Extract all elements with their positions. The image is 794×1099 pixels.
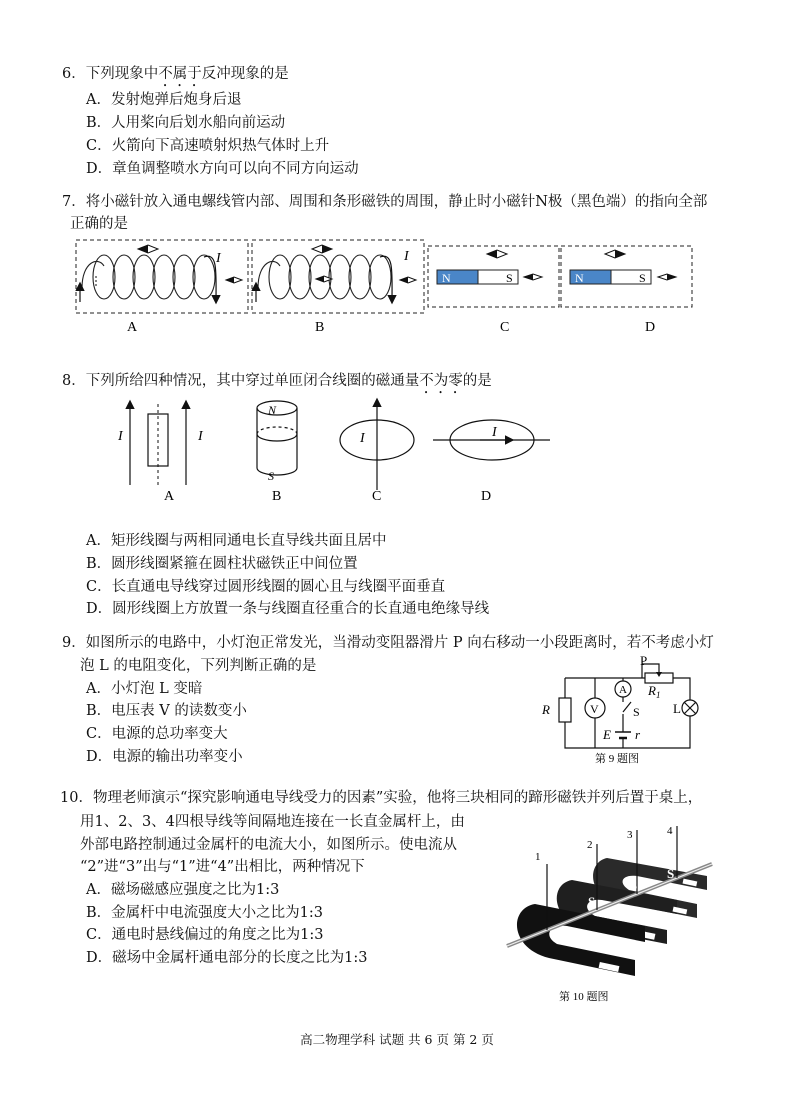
q7-b-current-label: I — [404, 249, 409, 264]
q6-stem: 6．下列现象中不属于反冲现象的是 — [62, 66, 289, 82]
q6-option-d: D．章鱼调整喷水方向可以向不同方向运动 — [86, 161, 359, 177]
q9-internal-r-label: r — [635, 727, 641, 742]
q7-panel-d — [561, 246, 692, 307]
q6-option-b: B．人用桨向后划水船向前运动 — [86, 115, 286, 131]
q10-option-c: C．通电时悬线偏过的角度之比为1:3 — [86, 927, 324, 943]
q8-label-b: B — [272, 489, 282, 504]
q7-figure — [0, 232, 794, 342]
q9-option-b: B．电压表 V 的读数变小 — [86, 703, 247, 719]
q8-label-c: C — [372, 489, 382, 504]
q8-label-d: D — [481, 489, 492, 504]
q10-stem-line3: 外部电路控制通过金属杆的电流大小，如图所示。使电流从 — [80, 837, 457, 853]
q8-c-current: I — [360, 431, 365, 446]
q7-label-b: B — [315, 320, 325, 335]
q8-panel-d — [433, 420, 550, 460]
q10-wire-1: 1 — [535, 851, 541, 863]
q9-r1-label: $R_1$ — [648, 683, 661, 700]
q7-label-d: D — [645, 320, 656, 335]
q10-caption: 第 10 题图 — [559, 991, 609, 1003]
q7-panel-b — [252, 240, 424, 313]
q7-c-n-label: N — [442, 271, 451, 285]
q10-wire-2: 2 — [587, 839, 593, 851]
q8-b-south: S — [268, 469, 274, 483]
q10-stem-line4: “2”进“3”出与“1”进“4”出相比，两种情况下 — [80, 859, 365, 875]
q7-label-a: A — [127, 320, 138, 335]
page-footer: 高二物理学科 试题 共 6 页 第 2 页 — [300, 1032, 494, 1047]
q9-voltmeter-label: V — [590, 702, 599, 716]
q9-r-label: R — [542, 702, 550, 717]
q9-circuit-figure — [535, 652, 705, 768]
q8-a-current-right: I — [198, 429, 203, 444]
q6-emphasis: 不属于 — [158, 66, 202, 82]
q7-label-c: C — [500, 320, 510, 335]
q10-magnet-figure — [487, 818, 727, 1010]
q10-option-b: B．金属杆中电流强度大小之比为1:3 — [86, 905, 323, 921]
q7-c-s-label: S — [506, 271, 513, 285]
q8-option-c: C．长直通电导线穿过圆形线圈的圆心且与线圈平面垂直 — [86, 579, 446, 595]
q8-a-current-left: I — [118, 429, 123, 444]
q10-wire-3: 3 — [627, 829, 633, 841]
q9-ammeter-label: A — [619, 684, 627, 696]
q9-option-a: A．小灯泡 L 变暗 — [86, 681, 203, 697]
q6-option-a: A．发射炮弹后炮身后退 — [86, 92, 242, 108]
q6-option-c: C．火箭向下高速喷射炽热气体时上升 — [86, 138, 330, 154]
q9-caption: 第 9 题图 — [595, 753, 639, 765]
q8-panel-c — [340, 400, 414, 490]
q8-option-b: B．圆形线圈紧箍在圆柱状磁铁正中间位置 — [86, 556, 358, 572]
q7-d-s-label: S — [639, 271, 646, 285]
q8-panel-a — [117, 402, 204, 485]
q9-option-c: C．电源的总功率变大 — [86, 726, 228, 742]
q9-switch-label: S — [633, 705, 640, 719]
q9-stem-line2: 泡 L 的电阻变化，下列判断正确的是 — [80, 658, 317, 674]
q10-pole-back: S — [667, 866, 675, 881]
q7-panel-c — [428, 246, 559, 307]
q9-slider-p: P — [640, 653, 648, 668]
q8-b-north: N — [268, 403, 277, 417]
q8-figure — [0, 390, 794, 510]
q10-pole-middle: S — [630, 878, 638, 893]
q10-wire-4: 4 — [667, 825, 673, 837]
q10-option-a: A．磁场磁感应强度之比为1:3 — [86, 882, 280, 898]
q8-panel-b — [257, 401, 297, 475]
q10-pole-front: S — [588, 894, 596, 909]
q9-emf-label: E — [603, 727, 611, 742]
q8-stem: 8．下列所给四种情况，其中穿过单匝闭合线圈的磁通量不为零的是 — [62, 373, 492, 389]
q8-label-a: A — [164, 489, 175, 504]
q10-option-d: D．磁场中金属杆通电部分的长度之比为1:3 — [86, 950, 368, 966]
q8-option-d: D．圆形线圈上方放置一条与线圈直径重合的长直通电绝缘导线 — [86, 601, 490, 617]
q7-a-current-label: I — [216, 251, 221, 266]
q10-stem-line2: 用1、2、3、4四根导线等间隔地连接在一长直金属杆上，由 — [80, 814, 465, 830]
q8-d-current: I — [492, 425, 497, 440]
q10-stem-line1: 10．物理老师演示“探究影响通电导线受力的因素”实验，他将三块相同的蹄形磁铁并列后置于桌上， — [60, 790, 703, 806]
q7-d-n-label: N — [575, 271, 584, 285]
q9-lamp-label: L — [673, 701, 681, 716]
q7-panel-a — [76, 240, 248, 313]
q7-stem-line2: 正确的是 — [70, 216, 128, 232]
q8-emphasis: 不为零 — [419, 373, 463, 389]
q8-option-a: A．矩形线圈与两相同通电长直导线共面且居中 — [86, 533, 387, 549]
q9-stem-line1: 9．如图所示的电路中，小灯泡正常发光，当滑动变阻器滑片 P 向右移动一小段距离时，若不考虑小灯 — [62, 635, 714, 651]
q7-stem-line1: 7．将小磁针放入通电螺线管内部、周围和条形磁铁的周围，静止时小磁针N极（黑色端）的指向全部 — [62, 194, 708, 210]
q9-option-d: D．电源的输出功率变小 — [86, 749, 243, 765]
